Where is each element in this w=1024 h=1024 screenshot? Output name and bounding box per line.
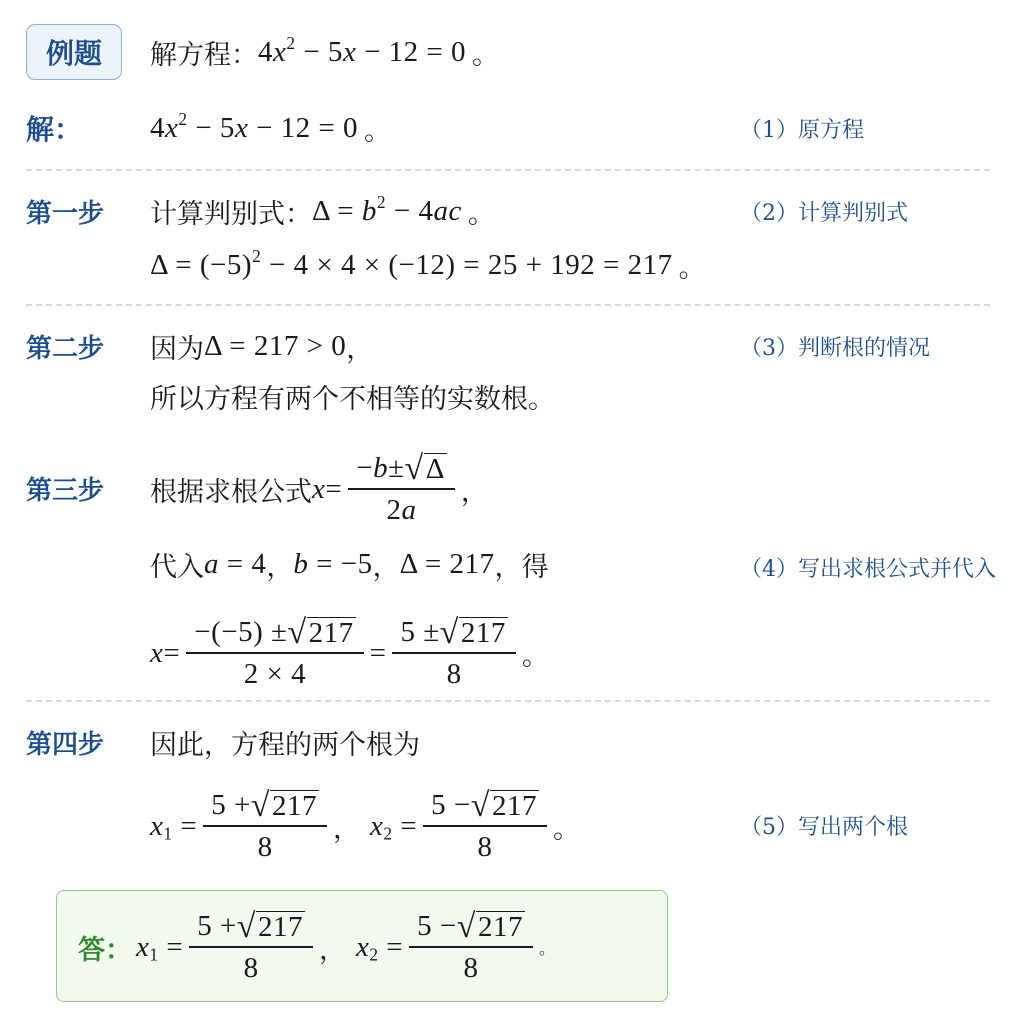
note-4: （4）写出求根公式并代入 — [740, 556, 996, 582]
step2-prefix: 因为 — [150, 333, 204, 365]
formula-prefix: 根据求根公式 — [150, 476, 312, 508]
root-x1-label: $x_1$ = — [150, 809, 198, 843]
formula-variable: x — [312, 472, 326, 505]
solution-label: 解： — [26, 113, 83, 146]
simplified-fraction: 5 ± √ 217 8 — [392, 612, 515, 694]
solution-equation-line — [150, 106, 391, 150]
note-2: （2）计算判别式 — [740, 200, 908, 226]
example-badge: 例题 — [26, 24, 122, 80]
step1-period: 。 — [467, 198, 495, 230]
step2-conclusion: 所以方程有两个不相等的实数根。 — [150, 383, 555, 415]
note-1: （1）原方程 — [740, 117, 864, 143]
step4-intro: 因此，方程的两个根为 — [150, 729, 420, 761]
discriminant-calculation: $\Delta = (-5)^2 - 4 \times 4 \times (-12) = 25 + 192 = 217$ — [150, 245, 673, 281]
quadratic-formula-line: 根据求根公式 x = − b ± √ Δ 2 a ， — [150, 448, 488, 530]
step4-label: 第四步 — [26, 729, 105, 760]
problem-prefix: 解方程： — [150, 39, 258, 71]
sqrt-delta: √ Δ — [404, 449, 445, 487]
divider — [26, 700, 990, 702]
substituted-fraction: −(−5) ± √ 217 2 × 4 — [186, 612, 363, 694]
problem-equation: $4x^2 - 5x - 12 = 0$ — [258, 32, 467, 68]
divider — [26, 169, 990, 171]
answer-x2-fraction: 5 − √ 217 8 — [409, 906, 533, 988]
step3-label: 第三步 — [26, 475, 105, 506]
note-3: （3）判断根的情况 — [740, 335, 930, 361]
answer-x2-label: $x_2$ = — [355, 930, 404, 964]
roots-line: $x_1$ = 5 + √ 217 8 ， $x_2$ = 5 − √ 217 8 。 — [150, 785, 580, 867]
discriminant-formula: $\Delta = b^2 - 4ac$ — [312, 191, 462, 227]
step1-line2 — [150, 243, 706, 287]
step1-prefix: 计算判别式： — [150, 198, 312, 230]
answer-label: 答： — [78, 934, 132, 966]
answer-x1-label: $x_1$ = — [136, 930, 184, 964]
divider — [26, 304, 990, 306]
step2-comma: ， — [346, 333, 374, 365]
solution-period: 。 — [364, 115, 392, 147]
discriminant-positive: Δ = 217 > 0 — [204, 329, 347, 362]
root-x2-label: $x_2$ = — [369, 809, 418, 843]
step1-line2-period: 。 — [678, 252, 706, 284]
problem-statement — [150, 30, 499, 74]
root-x1-fraction: 5 + √ 217 8 — [203, 785, 327, 867]
root-x2-fraction: 5 − √ 217 8 — [423, 785, 547, 867]
step2-label: 第二步 — [26, 333, 105, 364]
step2-line1 — [150, 324, 373, 368]
answer-x1-fraction: 5 + √ 217 8 — [189, 906, 313, 988]
step1-line1 — [150, 189, 495, 233]
answer-line: 答： $x_1$ = 5 + √ 217 8 ， $x_2$ = 5 − √ 217 8 。 — [78, 906, 555, 988]
problem-period: 。 — [472, 39, 500, 71]
solution-equation: $4x^2 - 5x - 12 = 0$ — [150, 108, 359, 144]
quadratic-formula-fraction: − b ± √ Δ 2 a — [348, 448, 455, 530]
note-5: （5）写出两个根 — [740, 814, 908, 840]
substituted-calculation: x = −(−5) ± √ 217 2 × 4 = 5 ± √ 217 8 。 — [150, 612, 549, 694]
substitution-line: 代入 a = 4 ， b = −5 ， Δ = 217 ，得 — [150, 547, 549, 583]
step1-label: 第一步 — [26, 198, 105, 229]
